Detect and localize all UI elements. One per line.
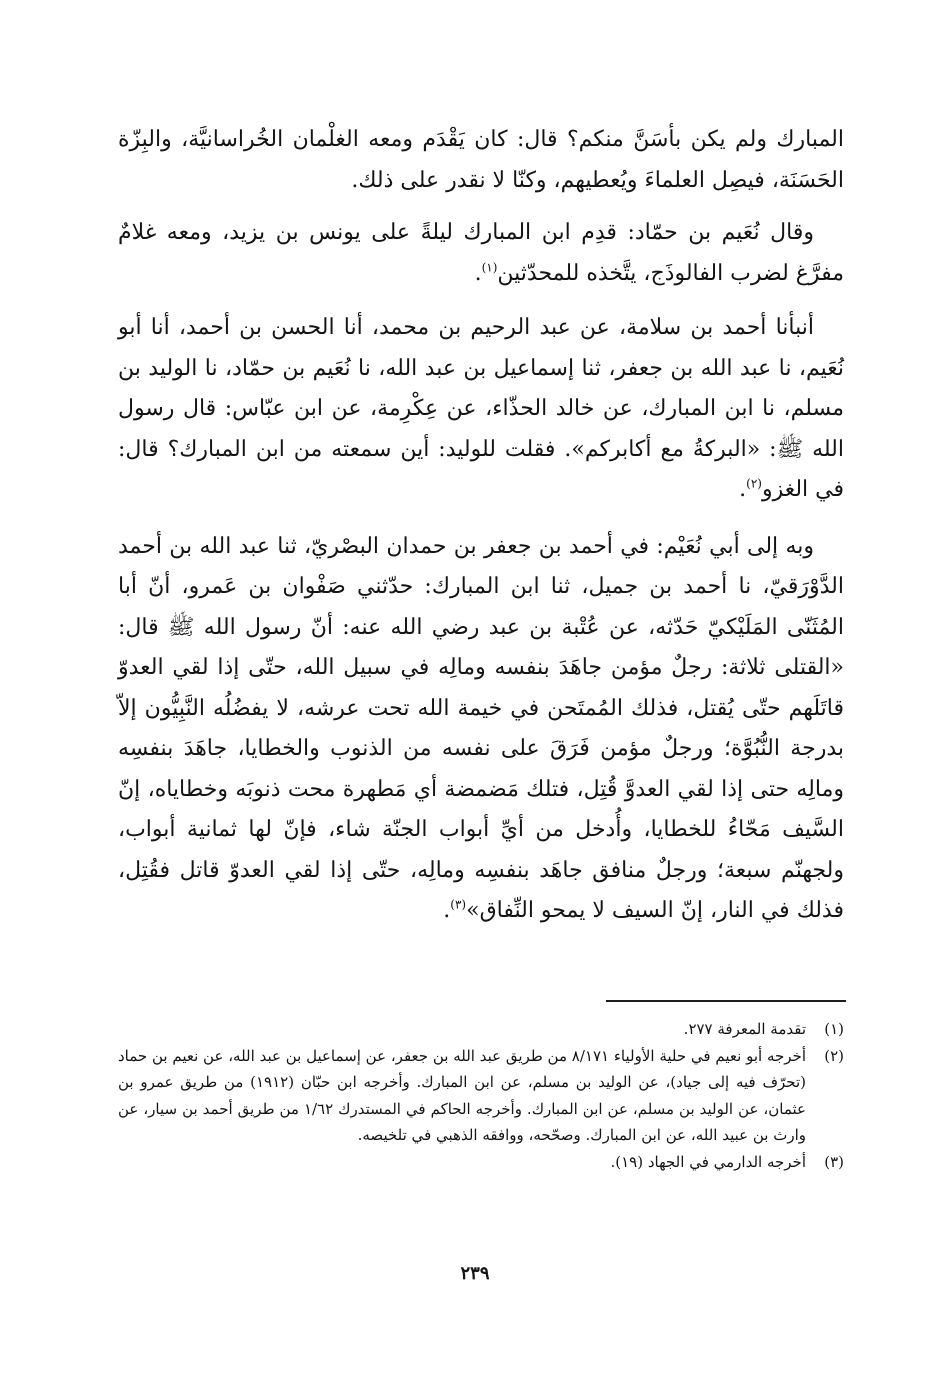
page-number: ٢٣٩ [460,1263,490,1284]
paragraph-3 [118,308,844,511]
footnotes-section [118,1016,844,1175]
paragraph-2-end: . [474,260,482,286]
footnote-separator [606,1000,846,1002]
footnote-ref-3: (٣) [450,897,467,912]
footnote-2-text: أخرجه أبو نعيم في حلية الأولياء ٨/١٧١ من طريق عبد الله بن جعفر، عن إسماعيل بن عبد الله، عن نعيم بن حماد (تحرّف فيه إلى جياد)، عن الوليد بن مسلم، عن ابن المبارك. وأخرجه ابن حبّان (١٩١٢) من طريق عمرو بن عثمان، عن الوليد بن مسلم، عن ابن المبارك. وأخرجه الحاكم في المستدرك ١/٦٢ من طريق أحمد بن سيار، عن وارث بن عبيد الله، عن ابن المبارك. وصحّحه، ووافقه الذهبي في تلخيصه. [118,1046,807,1144]
footnote-3-text: أخرجه الدارمي في الجهاد (١٩). [610,1152,806,1171]
footnote-ref-1: (١) [481,260,498,275]
footnote-2 [118,1043,844,1149]
footnote-1 [118,1016,844,1043]
paragraph-4 [118,527,844,932]
footnote-1-text: تقدمة المعرفة ٢٧٧. [683,1020,806,1038]
paragraph-1-text: المبارك ولم يكن بأسَنَّ منكم؟ قال: كان يَقْدَم ومعه الغلْمان الخُراسانيَّة، والبِزّة الحَسَنَة، فيصِل العلماءَ ويُعطيهم، وكنّا لا نقدر على ذلك. [118,127,844,193]
footnote-ref-2: (٢) [746,476,762,491]
paragraph-4-text: وبه إلى أبي نُعَيْم: في أحمد بن جعفر بن حمدان البصْريّ، ثنا عبد الله بن أحمد الدَّوْرَقيّ، نا أحمد بن جميل، ثنا ابن المبارك: حدّثني صَفْوان بن عَمرو، أنّ أبا المُثَنّى المَلَيْكيّ حَدّثه، عن عُتْبة بن عبد رضي الله عنه: أنّ رسول الله ﷺ قال: «القتلى ثلاثة: رجلٌ مؤمن جاهَدَ بنفسه ومالِه في سبيل الله، حتّى إذا لقي العدوّ قاتَلَهم حتّى يُقتل، فذلك المُمتَحن في خيمة الله تحت عرشه، لا يفضُلُه النَّبِيُّون إلاّ بدرجة النُّبُوَّة؛ ورجلٌ مؤمن فَرَقَ على نفسه من الذنوب والخطايا، جاهَدَ بنفسِه ومالِه حتى إذا لقي العدوَّ قُتِل، فتلك مَضمضة أي مَطهرة محت ذنوبَه وخطاياه، إنّ السَّيف مَحّاءُ للخطايا، وأُدخل من أيِّ أبواب الجنّة شاء، فإنّ لها ثمانية أبواب، ولجهنّم سبعة؛ ورجلٌ منافق جاهَد بنفسِه ومالِه، حتّى إذا لقي العدوّ قاتل فقُتِل، فذلك في النار، إنّ السيف لا يمحو النِّفاق» [118,533,845,923]
footnote-2-number: (٢) [824,1046,844,1065]
paragraph-2 [118,213,844,294]
paragraph-3-text: أنبأنا أحمد بن سلامة، عن عبد الرحيم بن محمد، أنا الحسن بن أحمد، أنا أبو نُعَيم، نا عبد الله بن جعفر، ثنا إسماعيل بن عبد الله، نا نُعَيم بن حمّاد، نا الوليد بن مسلم، نا ابن المبارك، عن خالد الحذّاء، عن عِكْرِمة، عن ابن عبّاس: قال رسول الله ﷺ: «البركةُ مع أكابركم». فقلت للوليد: أين سمعته من ابن المبارك؟ قال: في الغزو [118,315,844,502]
paragraph-3-end: . [739,477,747,502]
footnote-3-number: (٣) [824,1152,844,1171]
paragraph-4-end: . [443,898,451,923]
paragraph-1 [118,120,844,201]
footnote-3 [118,1149,844,1176]
paragraph-2-text: وقال نُعَيم بن حمّاد: قدِم ابن المبارك ليلةً على يونس بن يزيد، ومعه غلامٌ مفرَّغ لضرب الفالوذَج، يتَّخذه للمحدّثين [118,220,844,286]
main-text-body [118,120,844,932]
footnote-1-number: (١) [824,1020,844,1038]
